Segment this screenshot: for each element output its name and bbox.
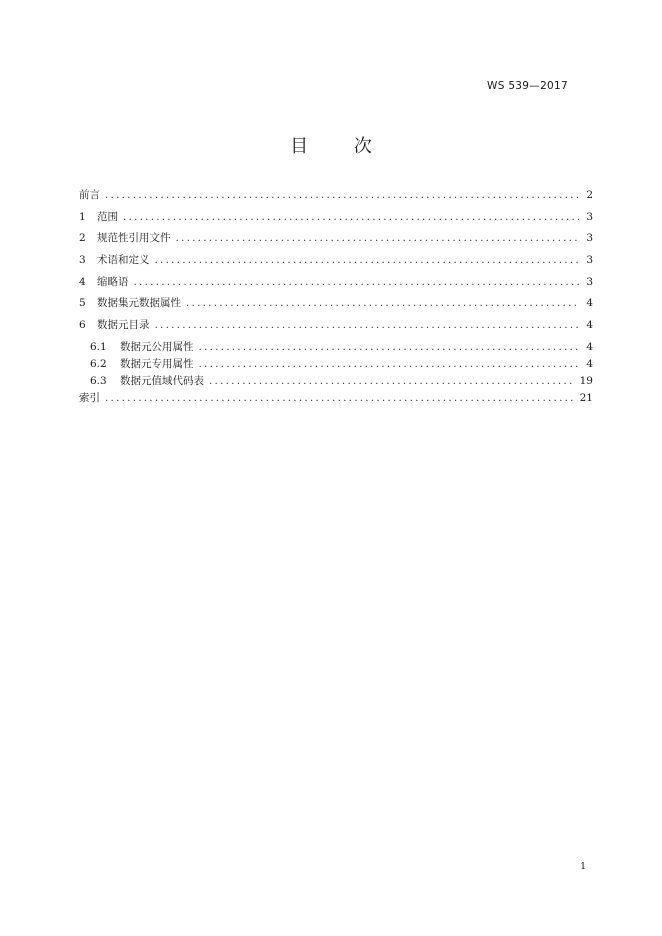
- toc-leader-dots: [199, 339, 580, 355]
- toc-entry-label: 规范性引用文件: [97, 232, 171, 245]
- document-id: WS 539—2017: [487, 80, 568, 92]
- toc-entry-page: 19: [579, 375, 593, 388]
- toc-entry-number: 5: [79, 297, 86, 310]
- toc-entry-index[interactable]: [79, 390, 593, 412]
- toc-entry-label: 数据集元数据属性: [97, 297, 181, 310]
- toc-entry-label: 缩略语: [97, 275, 129, 288]
- page-number: 1: [580, 862, 586, 872]
- page-title: 目 次: [290, 136, 392, 157]
- toc-entry-number: 6.1: [90, 340, 107, 353]
- toc-entry-number: 6.3: [90, 375, 107, 388]
- toc-entry-page: 4: [586, 319, 593, 332]
- toc-entry-number: 6: [79, 319, 86, 332]
- toc-entry-number: 4: [79, 275, 86, 288]
- toc-entry-number: 6.2: [90, 358, 107, 370]
- toc-entry-number: 2: [79, 232, 86, 245]
- toc-leader-dots: [155, 252, 580, 268]
- toc-entry-page: 3: [586, 275, 593, 288]
- toc-entry-label: 数据元专用属性: [120, 358, 194, 370]
- toc-leader-dots: [134, 274, 580, 290]
- toc-leader-dots: [176, 230, 580, 246]
- toc-entry-label: 数据元值域代码表: [120, 375, 204, 388]
- toc-leader-dots: [155, 317, 580, 333]
- toc-entry-specific-attributes[interactable]: [79, 356, 593, 373]
- toc-entry-foreword[interactable]: [79, 187, 593, 209]
- toc-entry-scope[interactable]: [79, 209, 593, 231]
- toc-entry-page: 21: [579, 392, 593, 405]
- toc-leader-dots: [199, 356, 580, 372]
- toc-entry-label: 范围: [97, 210, 118, 223]
- toc-leader-dots: [105, 390, 575, 406]
- toc-leader-dots: [209, 373, 575, 389]
- toc-entry-dataset-metadata[interactable]: [79, 295, 593, 317]
- toc-entry-page: 4: [586, 340, 593, 353]
- toc-entry-terms-definitions[interactable]: [79, 252, 593, 274]
- toc-entry-abbreviations[interactable]: [79, 274, 593, 296]
- toc-leader-dots: [186, 295, 579, 311]
- toc-entry-number: 1: [79, 210, 86, 223]
- toc-entry-page: 2: [586, 189, 593, 201]
- toc-entry-label: 前言: [79, 189, 100, 201]
- toc-entry-page: 4: [586, 297, 593, 310]
- toc-entry-page: 4: [586, 358, 593, 370]
- toc-entry-data-element-catalog[interactable]: [79, 317, 593, 339]
- toc-entry-number: 3: [79, 254, 86, 267]
- toc-leader-dots: [105, 187, 579, 203]
- toc-entry-normative-references[interactable]: [79, 230, 593, 252]
- toc-entry-label: 术语和定义: [97, 254, 150, 267]
- toc-leader-dots: [123, 209, 579, 225]
- toc-entry-value-domain-codes[interactable]: [79, 373, 593, 390]
- toc-entry-label: 索引: [79, 392, 100, 405]
- toc-entry-label: 数据元目录: [97, 319, 150, 332]
- toc-entry-page: 3: [586, 254, 593, 267]
- toc-entry-page: 3: [586, 210, 593, 223]
- table-of-contents: [79, 187, 593, 412]
- toc-entry-common-attributes[interactable]: [79, 339, 593, 356]
- toc-entry-page: 3: [586, 232, 593, 245]
- toc-entry-label: 数据元公用属性: [120, 340, 194, 353]
